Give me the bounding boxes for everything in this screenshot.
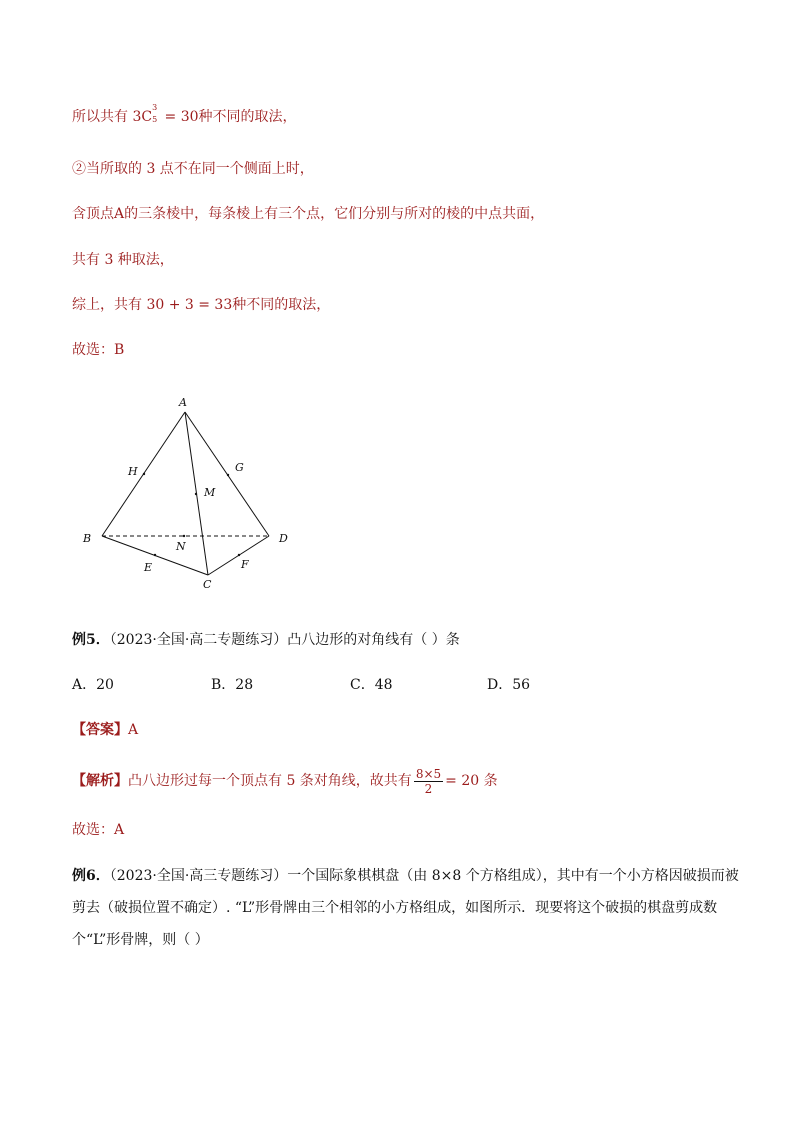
fraction-denominator: 2 [424, 781, 433, 796]
analysis-line [72, 766, 498, 796]
label-H: H [128, 465, 138, 478]
combination-symbol [152, 103, 160, 124]
label-A: A [179, 396, 187, 409]
solution-line-6: 故选：B [72, 342, 125, 358]
option-c: C．48 [350, 677, 393, 693]
point-M [195, 493, 197, 495]
label-G: G [235, 461, 244, 474]
tetrahedron-figure [78, 392, 298, 592]
point-G [227, 474, 229, 476]
fraction [414, 767, 443, 796]
example6-title: 例6． [72, 868, 110, 884]
analysis-result: = 20 条 [445, 773, 498, 789]
answer-tag: 【答案】 [72, 722, 128, 738]
analysis-text: 凸八边形过每一个顶点有 5 条对角线，故共有 [128, 773, 412, 789]
fraction-numerator: 8×5 [415, 766, 442, 781]
option-a: A．20 [72, 677, 114, 693]
solution-line-3: 含顶点A的三条棱中，每条棱上有三个点，它们分别与所对的棱的中点共面， [72, 206, 545, 222]
option-d: D．56 [487, 677, 531, 693]
example5-title: 例5． [72, 632, 110, 648]
example5-text: （2023·全国·高二专题练习）凸八边形的对角线有（ ）条 [109, 632, 460, 648]
label-B: B [83, 532, 92, 545]
label-N: N [176, 540, 186, 553]
example6-line-1 [72, 866, 739, 886]
label-D: D [279, 532, 288, 545]
point-E [154, 554, 156, 556]
example6-text-1: （2023·全国·高三专题练习）一个国际象棋棋盘（由 8×8 个方格组成），其中有一个小方格因破损而被 [109, 868, 739, 884]
choose-line: 故选：A [72, 822, 125, 838]
point-H [143, 473, 145, 475]
combination-sub: 5 [152, 115, 158, 124]
example5-question [72, 630, 460, 650]
tetrahedron-svg [78, 392, 298, 592]
line1-text-post: = 30种不同的取法， [160, 109, 297, 125]
label-F: F [241, 558, 249, 571]
option-b: B．28 [211, 677, 254, 693]
solution-line-2: ②当所取的 3 点不在同一个侧面上时， [72, 161, 314, 177]
label-C: C [203, 578, 212, 591]
combination-sup: 3 [152, 103, 158, 112]
edge-AD [185, 412, 269, 536]
example6-line-3: 个“L”形骨牌，则（ ） [72, 932, 209, 948]
analysis-tag: 【解析】 [72, 773, 128, 789]
example6-line-2: 剪去（破损位置不确定）. “L”形骨牌由三个相邻的小方格组成，如图所示．现要将这个破损的棋盘剪成数 [72, 900, 718, 916]
answer-line [72, 720, 138, 740]
solution-line-1 [72, 103, 297, 127]
label-M: M [204, 486, 216, 499]
point-N [183, 535, 185, 537]
solution-line-5: 综上，共有 30 + 3 = 33种不同的取法， [72, 297, 331, 313]
answer-value: A [128, 722, 139, 738]
line1-text-pre: 所以共有 3C [72, 109, 153, 125]
label-E: E [144, 561, 153, 574]
solution-line-4: 共有 3 种取法， [72, 252, 174, 268]
point-F [238, 554, 240, 556]
